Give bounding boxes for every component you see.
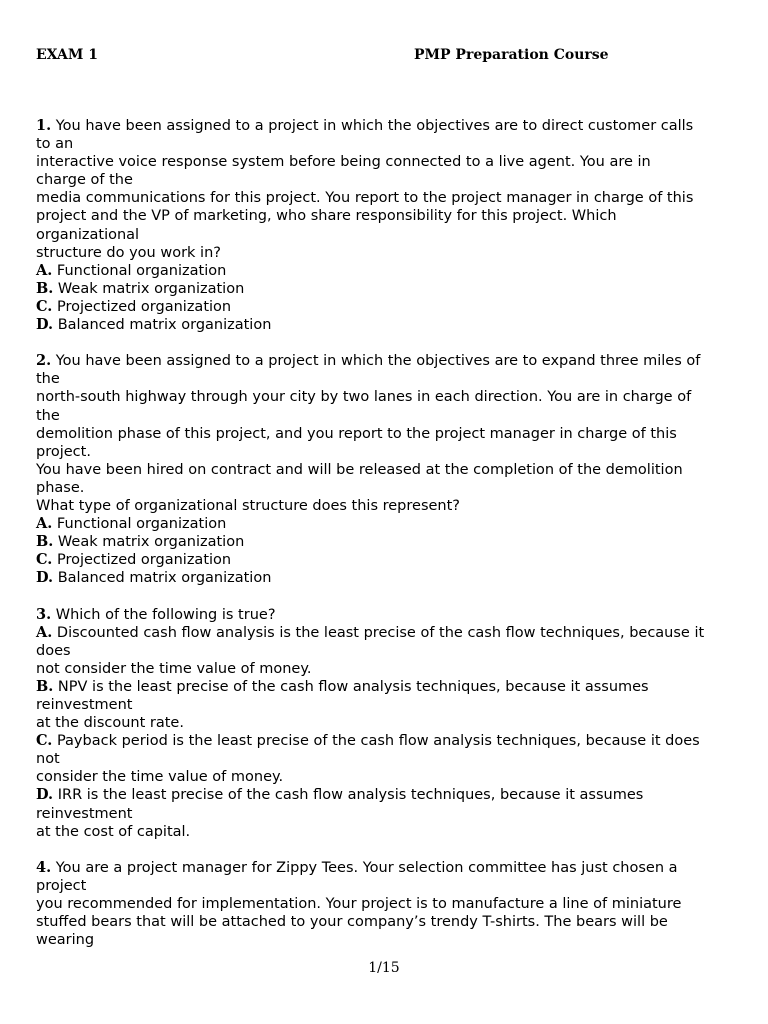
- answer-option: [36, 298, 736, 316]
- option-text: IRR is the least precise of the cash flow analysis techniques, because it assumes: [57, 787, 644, 804]
- question-text: What type of organizational structure does this represent?: [36, 497, 460, 514]
- option-letter: C.: [36, 551, 53, 569]
- option-text: at the cost of capital.: [36, 823, 191, 840]
- question-text: You have been assigned to a project in which the objectives are to expand three miles of: [55, 353, 701, 370]
- answer-option: [36, 678, 736, 696]
- exam-content: [36, 117, 736, 967]
- question-text: project and the VP of marketing, who share responsibility for this project. Which: [36, 208, 617, 225]
- answer-option: [36, 316, 736, 334]
- answer-option: [36, 624, 736, 642]
- question-text-line: [36, 443, 736, 461]
- question-text: You are a project manager for Zippy Tees. Your selection committee has just chosen a: [55, 859, 678, 876]
- question-text-line: [36, 895, 736, 913]
- answer-option: [36, 805, 736, 823]
- question-text: You have been assigned to a project in which the objectives are to direct customer calls: [55, 118, 694, 134]
- question-text: media communications for this project. You report to the project manager in charge of this: [36, 190, 694, 207]
- option-letter: C.: [36, 297, 53, 315]
- question-3: [36, 606, 736, 841]
- answer-option: [36, 750, 736, 768]
- question-text-line: [36, 352, 736, 370]
- question-text: interactive voice response system before being connected to a live agent. You are in: [36, 154, 651, 171]
- question-text: project: [36, 877, 87, 894]
- answer-option: [36, 732, 736, 750]
- option-text: Weak matrix organization: [57, 534, 245, 551]
- question-text: north-south highway through your city by two lanes in each direction. You are in charge of: [36, 389, 692, 406]
- answer-option: [36, 696, 736, 714]
- question-text-line: [36, 425, 736, 443]
- option-text: reinvestment: [36, 697, 133, 713]
- question-text-line: [36, 877, 736, 895]
- option-text: Payback period is the least precise of the cash flow analysis techniques, because it does: [56, 733, 700, 750]
- option-text: does: [36, 642, 71, 659]
- question-text-line: [36, 117, 736, 135]
- question-4: [36, 859, 736, 949]
- question-text: to an: [36, 136, 74, 153]
- answer-option: [36, 533, 736, 551]
- option-text: reinvestment: [36, 805, 133, 822]
- option-letter: A.: [36, 261, 53, 279]
- option-text: Projectized organization: [56, 298, 232, 315]
- question-text-line: [36, 171, 736, 189]
- option-text: Functional organization: [56, 516, 227, 533]
- option-letter: B.: [36, 677, 54, 695]
- question-text: You have been hired on contract and will be released at the completion of the demolition: [36, 461, 683, 478]
- question-text: the: [36, 407, 60, 424]
- option-letter: D.: [36, 569, 54, 587]
- option-text: not: [36, 751, 60, 768]
- question-number: 4.: [36, 858, 52, 876]
- answer-option: [36, 569, 736, 587]
- option-letter: D.: [36, 316, 54, 334]
- option-text: Discounted cash flow analysis is the least precise of the cash flow techniques, because it: [56, 624, 705, 641]
- question-text: project.: [36, 443, 91, 460]
- question-text: Which of the following is true?: [55, 606, 276, 623]
- question-text-line: [36, 226, 736, 244]
- question-text-line: [36, 461, 736, 479]
- question-text-line: [36, 407, 736, 425]
- option-letter: B.: [36, 533, 54, 551]
- option-letter: B.: [36, 279, 54, 297]
- question-number: 2.: [36, 352, 52, 370]
- exam-title: EXAM 1: [36, 47, 99, 63]
- option-letter: C.: [36, 732, 53, 750]
- question-text-line: [36, 859, 736, 877]
- page-header: [36, 47, 736, 67]
- question-text-line: [36, 207, 736, 225]
- question-text: wearing: [36, 932, 95, 949]
- page-number: 1/15: [368, 960, 400, 976]
- option-letter: A.: [36, 515, 53, 533]
- question-text: structure do you work in?: [36, 244, 221, 261]
- question-text: phase.: [36, 479, 85, 496]
- answer-option: [36, 786, 736, 804]
- answer-option: [36, 262, 736, 280]
- answer-option: [36, 714, 736, 732]
- course-title: PMP Preparation Course: [414, 47, 609, 63]
- option-text: Weak matrix organization: [57, 280, 245, 297]
- question-text-line: [36, 388, 736, 406]
- question-text-line: [36, 913, 736, 931]
- question-2: [36, 352, 736, 587]
- question-text: demolition phase of this project, and you report to the project manager in charge of this: [36, 425, 677, 442]
- answer-option: [36, 823, 736, 841]
- answer-option: [36, 768, 736, 786]
- question-text-line: [36, 370, 736, 388]
- question-number: 1.: [36, 117, 52, 134]
- question-text: organizational: [36, 226, 140, 243]
- question-text: the: [36, 371, 60, 388]
- question-text: charge of the: [36, 172, 133, 189]
- option-letter: A.: [36, 623, 53, 641]
- option-text: NPV is the least precise of the cash flow analysis techniques, because it assumes: [57, 678, 649, 695]
- answer-option: [36, 280, 736, 298]
- question-text-line: [36, 135, 736, 153]
- question-text-line: [36, 479, 736, 497]
- question-text-line: [36, 931, 736, 949]
- question-text-line: [36, 497, 736, 515]
- option-text: Projectized organization: [56, 552, 232, 569]
- question-text-line: [36, 189, 736, 207]
- option-letter: D.: [36, 786, 54, 804]
- answer-option: [36, 551, 736, 569]
- question-number: 3.: [36, 605, 52, 623]
- question-1: [36, 117, 736, 334]
- option-text: Functional organization: [56, 262, 227, 279]
- option-text: consider the time value of money.: [36, 769, 284, 786]
- question-text-line: [36, 153, 736, 171]
- option-text: at the discount rate.: [36, 715, 184, 732]
- answer-option: [36, 660, 736, 678]
- question-text: you recommended for implementation. Your project is to manufacture a line of miniature: [36, 896, 682, 913]
- option-text: not consider the time value of money.: [36, 660, 312, 677]
- answer-option: [36, 642, 736, 660]
- answer-option: [36, 515, 736, 533]
- option-text: Balanced matrix organization: [57, 317, 272, 334]
- question-text: stuffed bears that will be attached to your company’s trendy T-shirts. The bears will be: [36, 914, 668, 931]
- option-text: Balanced matrix organization: [57, 570, 272, 587]
- question-text-line: [36, 244, 736, 262]
- question-text-line: [36, 606, 736, 624]
